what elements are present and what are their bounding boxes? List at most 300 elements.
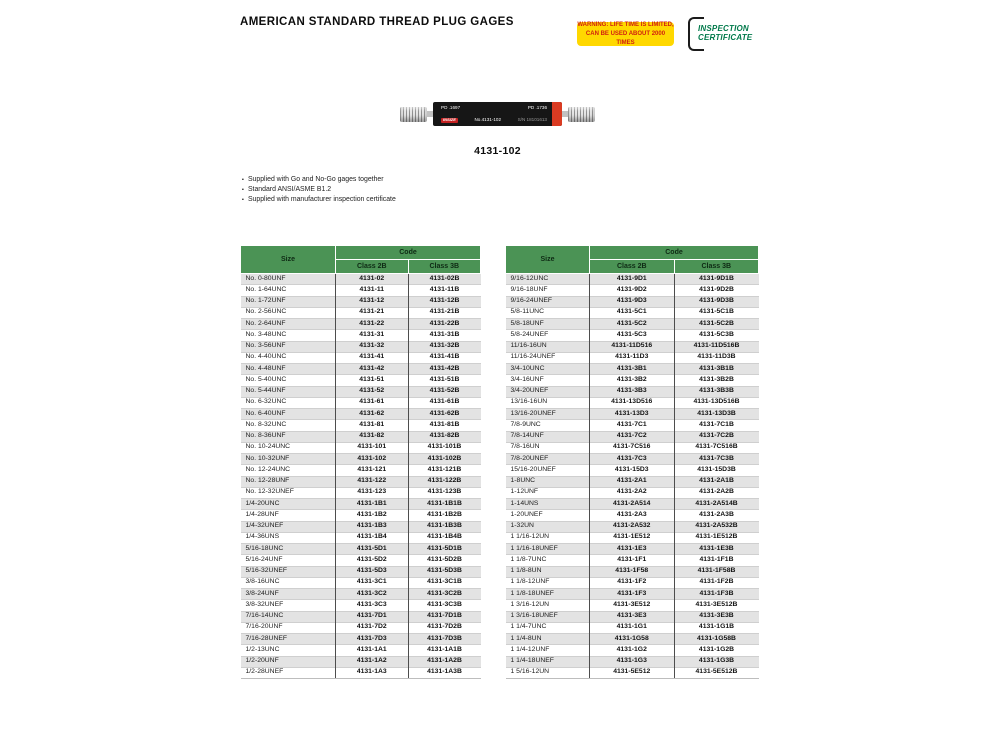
class-3b-code-cell: 4131-1G2B [674,645,759,656]
class-2b-code-cell: 4131-1A3 [336,667,409,678]
certificate-logo-line2: CERTIFICATE [698,32,753,42]
class-3b-code-cell: 4131-1F58B [674,566,759,577]
table-row [506,274,759,285]
size-cell: 13/16-20UNEF [506,409,590,420]
class-2b-code-cell: 4131-1F1 [590,555,675,566]
size-cell: No. 12-32UNEF [241,487,336,498]
table-row [506,656,759,667]
size-cell: 9/16-24UNEF [506,296,590,307]
class-2b-code-cell: 4131-1E512 [590,532,675,543]
gage-pd-go-marking: PD .1697 [441,104,461,110]
table-row [506,589,759,600]
table-row [506,341,759,352]
size-cell: 9/16-18UNF [506,285,590,296]
table-row [506,285,759,296]
class-3b-code-cell: 4131-5E512B [674,667,759,678]
class-3b-code-cell: 4131-3C2B [408,589,481,600]
class-2b-column-header: Class 2B [590,260,675,274]
class-2b-code-cell: 4131-121 [336,465,409,476]
code-column-header: Code [336,246,481,260]
class-2b-code-cell: 4131-2A3 [590,510,675,521]
class-3b-code-cell: 4131-13D3B [674,409,759,420]
class-3b-code-cell: 4131-3E512B [674,600,759,611]
size-cell: No. 10-32UNF [241,454,336,465]
class-2b-code-cell: 4131-62 [336,409,409,420]
class-3b-code-cell: 4131-5C2B [674,319,759,330]
size-cell: 1 1/16-18UNEF [506,544,590,555]
class-3b-code-cell: 4131-9D1B [674,274,759,285]
size-cell: No. 0-80UNF [245,274,286,282]
size-cell: 7/8-16UN [506,442,590,453]
size-cell: 3/8-32UNEF [241,600,336,611]
class-3b-code-cell: 4131-5D1B [408,544,481,555]
class-2b-code-cell: 4131-1B3 [336,521,409,532]
size-cell: 1 1/8-8UN [506,566,590,577]
class-3b-code-cell: 4131-1G3B [674,656,759,667]
table-row [506,442,759,453]
gage-handle-bottom-markings [441,118,547,123]
table-row [506,352,759,363]
class-2b-code-cell: 4131-61 [336,397,409,408]
table-row [506,420,759,431]
gage-handle [433,102,562,126]
class-3b-code-cell: 4131-3B2B [674,375,759,386]
class-3b-code-cell: 4131-32B [408,341,481,352]
class-2b-code-cell: 4131-102 [336,454,409,465]
table-row [506,330,759,341]
table-row [506,319,759,330]
class-2b-code-cell: 4131-11 [336,285,409,296]
size-cell: No. 3-56UNF [241,341,336,352]
table-row [241,465,481,476]
table-row [241,656,481,667]
size-cell: No. 4-40UNC [241,352,336,363]
table-row [241,454,481,465]
table-row [241,645,481,656]
class-2b-code-cell: 4131-101 [336,442,409,453]
size-cell: No. 1-72UNF [241,296,336,307]
size-cell: 1 1/8-12UNF [506,577,590,588]
class-3b-code-cell: 4131-121B [408,465,481,476]
table-row [241,375,481,386]
class-3b-code-cell: 4131-11B [408,285,481,296]
class-2b-code-cell: 4131-1B1 [336,499,409,510]
table-row [241,330,481,341]
size-cell: 9/16-12UNC [510,274,549,282]
class-3b-code-cell: 4131-1E512B [674,532,759,543]
class-3b-code-cell: 4131-5D2B [408,555,481,566]
class-3b-code-cell: 4131-7C516B [674,442,759,453]
size-cell: No. 4-48UNF [241,364,336,375]
class-2b-code-cell: 4131-5C1 [590,307,675,318]
class-3b-code-cell: 4131-123B [408,487,481,498]
size-cell: 1-20UNEF [506,510,590,521]
size-cell: 1 1/16-12UN [506,532,590,543]
class-2b-code-cell: 4131-1G1 [590,622,675,633]
table-row [506,465,759,476]
table-row [506,510,759,521]
class-3b-code-cell: 4131-7D1B [408,611,481,622]
size-cell: 1 1/4-7UNC [506,622,590,633]
class-3b-code-cell: 4131-7C1B [674,420,759,431]
size-cell: 1/4-28UNF [241,510,336,521]
size-cell: 1/2-28UNEF [241,667,336,678]
class-2b-code-cell: 4131-7C3 [590,454,675,465]
class-3b-code-cell: 4131-5D3B [408,566,481,577]
size-cell: No. 2-56UNC [241,307,336,318]
class-2b-code-cell: 4131-3E3 [590,611,675,622]
product-code-caption: 4131-102 [474,145,521,157]
table-row [506,487,759,498]
table-row [241,611,481,622]
class-3b-code-cell: 4131-1A3B [408,667,481,678]
class-3b-code-cell: 4131-1G1B [674,622,759,633]
table-row [241,307,481,318]
feature-item: ▪ Supplied with manufacturer inspection certificate [242,195,396,205]
size-cell: 7/16-20UNF [241,622,336,633]
size-cell: 1/4-20UNC [241,499,336,510]
size-cell: 5/8-11UNC [506,307,590,318]
warning-badge-line1: WARNING: LIFE TIME IS LIMITED, [577,21,674,28]
size-cell: 7/8-9UNC [506,420,590,431]
size-cell: 1/2-13UNC [241,645,336,656]
table-row [506,544,759,555]
warning-badge [577,22,674,46]
class-2b-code-cell: 4131-1A1 [336,645,409,656]
class-2b-code-cell: 4131-11D3 [590,352,675,363]
size-cell: 11/16-24UNEF [506,352,590,363]
table-row [506,499,759,510]
class-3b-code-cell: 4131-7D3B [408,634,481,645]
size-cell: 3/4-20UNEF [506,386,590,397]
class-2b-code-cell: 4131-3C2 [336,589,409,600]
table-row [506,296,759,307]
table-row [241,634,481,645]
class-2b-code-cell: 4131-1B4 [336,532,409,543]
brand-logo: INSIZE [443,117,456,122]
size-cell: 1-32UN [506,521,590,532]
size-cell: 1 1/4-12UNF [506,645,590,656]
table-row [241,352,481,363]
class-2b-code-cell: 4131-123 [336,487,409,498]
class-2b-code-cell: 4131-7D1 [336,611,409,622]
size-cell: No. 6-40UNF [241,409,336,420]
class-3b-code-cell: 4131-02B [408,274,481,285]
class-3b-code-cell: 4131-1E3B [674,544,759,555]
table-row [506,555,759,566]
table-row [241,274,481,285]
class-2b-code-cell: 4131-1G2 [590,645,675,656]
table-row [241,296,481,307]
table-row [241,476,481,487]
class-3b-code-cell: 4131-3B3B [674,386,759,397]
table-row [506,454,759,465]
class-2b-code-cell: 4131-7D3 [336,634,409,645]
class-3b-code-cell: 4131-5C3B [674,330,759,341]
size-column-header: Size [506,246,590,274]
size-cell: No. 8-36UNF [241,431,336,442]
class-3b-code-cell: 4131-81B [408,420,481,431]
class-2b-code-cell: 4131-7D2 [336,622,409,633]
feature-item: ▪ Standard ANSI/ASME B1.2 [242,185,396,195]
class-3b-code-cell: 4131-82B [408,431,481,442]
class-3b-code-cell: 4131-42B [408,364,481,375]
class-2b-code-cell: 4131-5D2 [336,555,409,566]
class-2b-code-cell: 4131-2A2 [590,487,675,498]
class-3b-code-cell: 4131-9D3B [674,296,759,307]
size-column-header: Size [241,246,336,274]
class-2b-code-cell: 4131-9D3 [590,296,675,307]
class-2b-code-cell: 4131-52 [336,386,409,397]
table-row [241,409,481,420]
table-row [241,544,481,555]
size-cell: 13/16-16UN [506,397,590,408]
page-title: AMERICAN STANDARD THREAD PLUG GAGES [240,16,514,28]
class-2b-code-cell: 4131-3E512 [590,600,675,611]
size-cell: 7/16-28UNEF [241,634,336,645]
table-row [506,532,759,543]
size-cell: No. 12-28UNF [241,476,336,487]
table-row [241,341,481,352]
class-2b-code-cell: 4131-5D1 [336,544,409,555]
gage-pd-nogo-marking: PD .1736 [527,104,547,110]
class-2b-code-cell: 4131-11D516 [590,341,675,352]
table-row [506,364,759,375]
class-3b-code-cell: 4131-3C1B [408,577,481,588]
gage-handle-top-markings [441,106,547,111]
table-row [506,375,759,386]
class-2b-code-cell: 4131-12 [336,296,409,307]
class-3b-code-cell: 4131-11D516B [674,341,759,352]
class-2b-code-cell: 4131-7C1 [590,420,675,431]
class-3b-column-header: Class 3B [408,260,481,274]
class-2b-code-cell: 4131-1A2 [336,656,409,667]
table-row [241,364,481,375]
class-3b-code-cell: 4131-2A3B [674,510,759,521]
table-row [241,431,481,442]
class-2b-code-cell: 4131-13D3 [590,409,675,420]
table-row [241,285,481,296]
class-3b-code-cell: 4131-1A2B [408,656,481,667]
size-cell: 7/8-14UNF [506,431,590,442]
table-row [506,622,759,633]
table-row [241,622,481,633]
size-cell: No. 5-40UNC [241,375,336,386]
size-cell: 1-14UNS [506,499,590,510]
size-cell: 1 1/4-18UNEF [506,656,590,667]
size-cell: No. 12-24UNC [241,465,336,476]
size-cell: 7/8-20UNEF [506,454,590,465]
size-cell: 1 1/8-18UNEF [506,589,590,600]
size-cell: No. 1-64UNC [241,285,336,296]
inspection-certificate-logo [688,17,762,53]
class-2b-code-cell: 4131-31 [336,330,409,341]
class-3b-code-cell: 4131-1B2B [408,510,481,521]
table-row [506,397,759,408]
class-2b-code-cell: 4131-122 [336,476,409,487]
table-row [241,521,481,532]
class-3b-code-cell: 4131-12B [408,296,481,307]
size-cell: 3/4-10UNC [506,364,590,375]
class-3b-code-cell: 4131-3E3B [674,611,759,622]
class-2b-code-cell: 4131-3B1 [590,364,675,375]
class-3b-code-cell: 4131-1B3B [408,521,481,532]
table-row [506,577,759,588]
size-cell: No. 6-32UNC [241,397,336,408]
gage-serial-marking: S/N 18101613 [517,116,547,122]
table-row [241,555,481,566]
table-row [506,307,759,318]
size-cell: No. 2-64UNF [241,319,336,330]
class-3b-code-cell: 4131-1B1B [408,499,481,510]
size-cell: No. 3-48UNC [241,330,336,341]
class-3b-code-cell: 4131-15D3B [674,465,759,476]
class-2b-code-cell: 4131-3C1 [336,577,409,588]
size-cell: 3/8-16UNC [241,577,336,588]
class-3b-code-cell: 4131-122B [408,476,481,487]
class-3b-code-cell: 4131-1B4B [408,532,481,543]
class-2b-code-cell: 4131-41 [336,352,409,363]
table-row [241,499,481,510]
class-3b-column-header: Class 3B [674,260,759,274]
class-3b-code-cell: 4131-1F3B [674,589,759,600]
size-cell: 1/4-32UNEF [241,521,336,532]
class-3b-code-cell: 4131-22B [408,319,481,330]
size-cell: 5/8-18UNF [506,319,590,330]
class-3b-code-cell: 4131-1A1B [408,645,481,656]
class-2b-code-cell: 4131-3B3 [590,386,675,397]
size-cell: 3/8-24UNF [241,589,336,600]
class-3b-code-cell: 4131-1F1B [674,555,759,566]
class-2b-code-cell: 4131-1F58 [590,566,675,577]
table-row [241,442,481,453]
class-2b-code-cell: 4131-9D2 [590,285,675,296]
class-2b-code-cell: 4131-5C2 [590,319,675,330]
certificate-logo-line1: INSPECTION [698,23,749,33]
class-2b-code-cell: 4131-1G3 [590,656,675,667]
table-row [506,611,759,622]
class-2b-code-cell: 4131-2A514 [590,499,675,510]
class-2b-code-cell: 4131-5E512 [590,667,675,678]
size-cell: 1 1/8-7UNC [506,555,590,566]
size-cell: 5/16-24UNF [241,555,336,566]
class-3b-code-cell: 4131-7D2B [408,622,481,633]
class-2b-code-cell: 4131-2A532 [590,521,675,532]
class-3b-code-cell: 4131-2A1B [674,476,759,487]
class-3b-code-cell: 4131-9D2B [674,285,759,296]
class-2b-code-cell: 4131-2A1 [590,476,675,487]
table-row [506,521,759,532]
table-row [506,409,759,420]
size-code-table-right [505,245,759,679]
class-3b-code-cell: 4131-101B [408,442,481,453]
class-3b-code-cell: 4131-1F2B [674,577,759,588]
table-row [506,386,759,397]
class-2b-code-cell: 4131-7C516 [590,442,675,453]
table-row [241,532,481,543]
class-3b-code-cell: 4131-2A514B [674,499,759,510]
class-3b-code-cell: 4131-3C3B [408,600,481,611]
class-2b-code-cell: 4131-1F2 [590,577,675,588]
class-3b-code-cell: 4131-13D516B [674,397,759,408]
size-cell: 1/4-36UNS [241,532,336,543]
class-2b-code-cell: 4131-13D516 [590,397,675,408]
size-cell: 5/16-18UNC [241,544,336,555]
table-row [506,634,759,645]
size-cell: 1-12UNF [506,487,590,498]
class-2b-code-cell: 4131-81 [336,420,409,431]
size-cell: No. 8-32UNC [241,420,336,431]
size-cell: 5/16-32UNEF [241,566,336,577]
class-3b-code-cell: 4131-41B [408,352,481,363]
table-row [241,566,481,577]
class-2b-column-header: Class 2B [336,260,409,274]
size-cell: 1 5/16-12UN [506,667,590,678]
class-2b-code-cell: 4131-15D3 [590,465,675,476]
class-3b-code-cell: 4131-62B [408,409,481,420]
class-3b-code-cell: 4131-2A2B [674,487,759,498]
table-row [241,510,481,521]
class-3b-code-cell: 4131-52B [408,386,481,397]
gage-model-marking: No.4131-102 [474,116,502,122]
class-2b-code-cell: 4131-82 [336,431,409,442]
size-cell: 7/16-14UNC [241,611,336,622]
table-row [241,397,481,408]
class-2b-code-cell: 4131-1F3 [590,589,675,600]
class-2b-code-cell: 4131-1B2 [336,510,409,521]
class-2b-code-cell: 4131-7C2 [590,431,675,442]
certificate-logo-text [696,23,754,44]
size-cell: 1 1/4-8UN [506,634,590,645]
class-3b-code-cell: 4131-7C2B [674,431,759,442]
warning-badge-line2: CAN BE USED ABOUT 2000 TIMES [585,30,666,46]
class-2b-code-cell: 4131-3C3 [336,600,409,611]
class-3b-code-cell: 4131-21B [408,307,481,318]
feature-bullet-list [242,175,396,205]
code-column-header: Code [590,246,759,260]
feature-item: ▪ Supplied with Go and No-Go gages together [242,175,396,185]
table-row [241,600,481,611]
table-row [506,667,759,678]
size-cell: No. 10-24UNC [241,442,336,453]
size-cell: 1/2-20UNF [241,656,336,667]
class-2b-code-cell: 4131-32 [336,341,409,352]
size-cell: No. 5-44UNF [241,386,336,397]
table-row [506,600,759,611]
class-3b-code-cell: 4131-11D3B [674,352,759,363]
class-3b-code-cell: 4131-2A532B [674,521,759,532]
gage-nogo-thread-end [568,107,595,122]
size-code-table-left [240,245,481,679]
size-cell: 1-8UNC [506,476,590,487]
class-2b-code-cell: 4131-9D1 [590,274,675,285]
class-2b-code-cell: 4131-5C3 [590,330,675,341]
class-2b-code-cell: 4131-22 [336,319,409,330]
class-2b-code-cell: 4131-1G58 [590,634,675,645]
table-row [241,589,481,600]
class-3b-code-cell: 4131-3B1B [674,364,759,375]
gage-go-thread-end [400,107,427,122]
size-cell: 1 3/16-18UNEF [506,611,590,622]
class-3b-code-cell: 4131-51B [408,375,481,386]
class-2b-code-cell: 4131-3B2 [590,375,675,386]
class-3b-code-cell: 4131-102B [408,454,481,465]
class-2b-code-cell: 4131-5D3 [336,566,409,577]
size-cell: 1 3/16-12UN [506,600,590,611]
class-3b-code-cell: 4131-5C1B [674,307,759,318]
class-2b-code-cell: 4131-21 [336,307,409,318]
table-row [241,420,481,431]
